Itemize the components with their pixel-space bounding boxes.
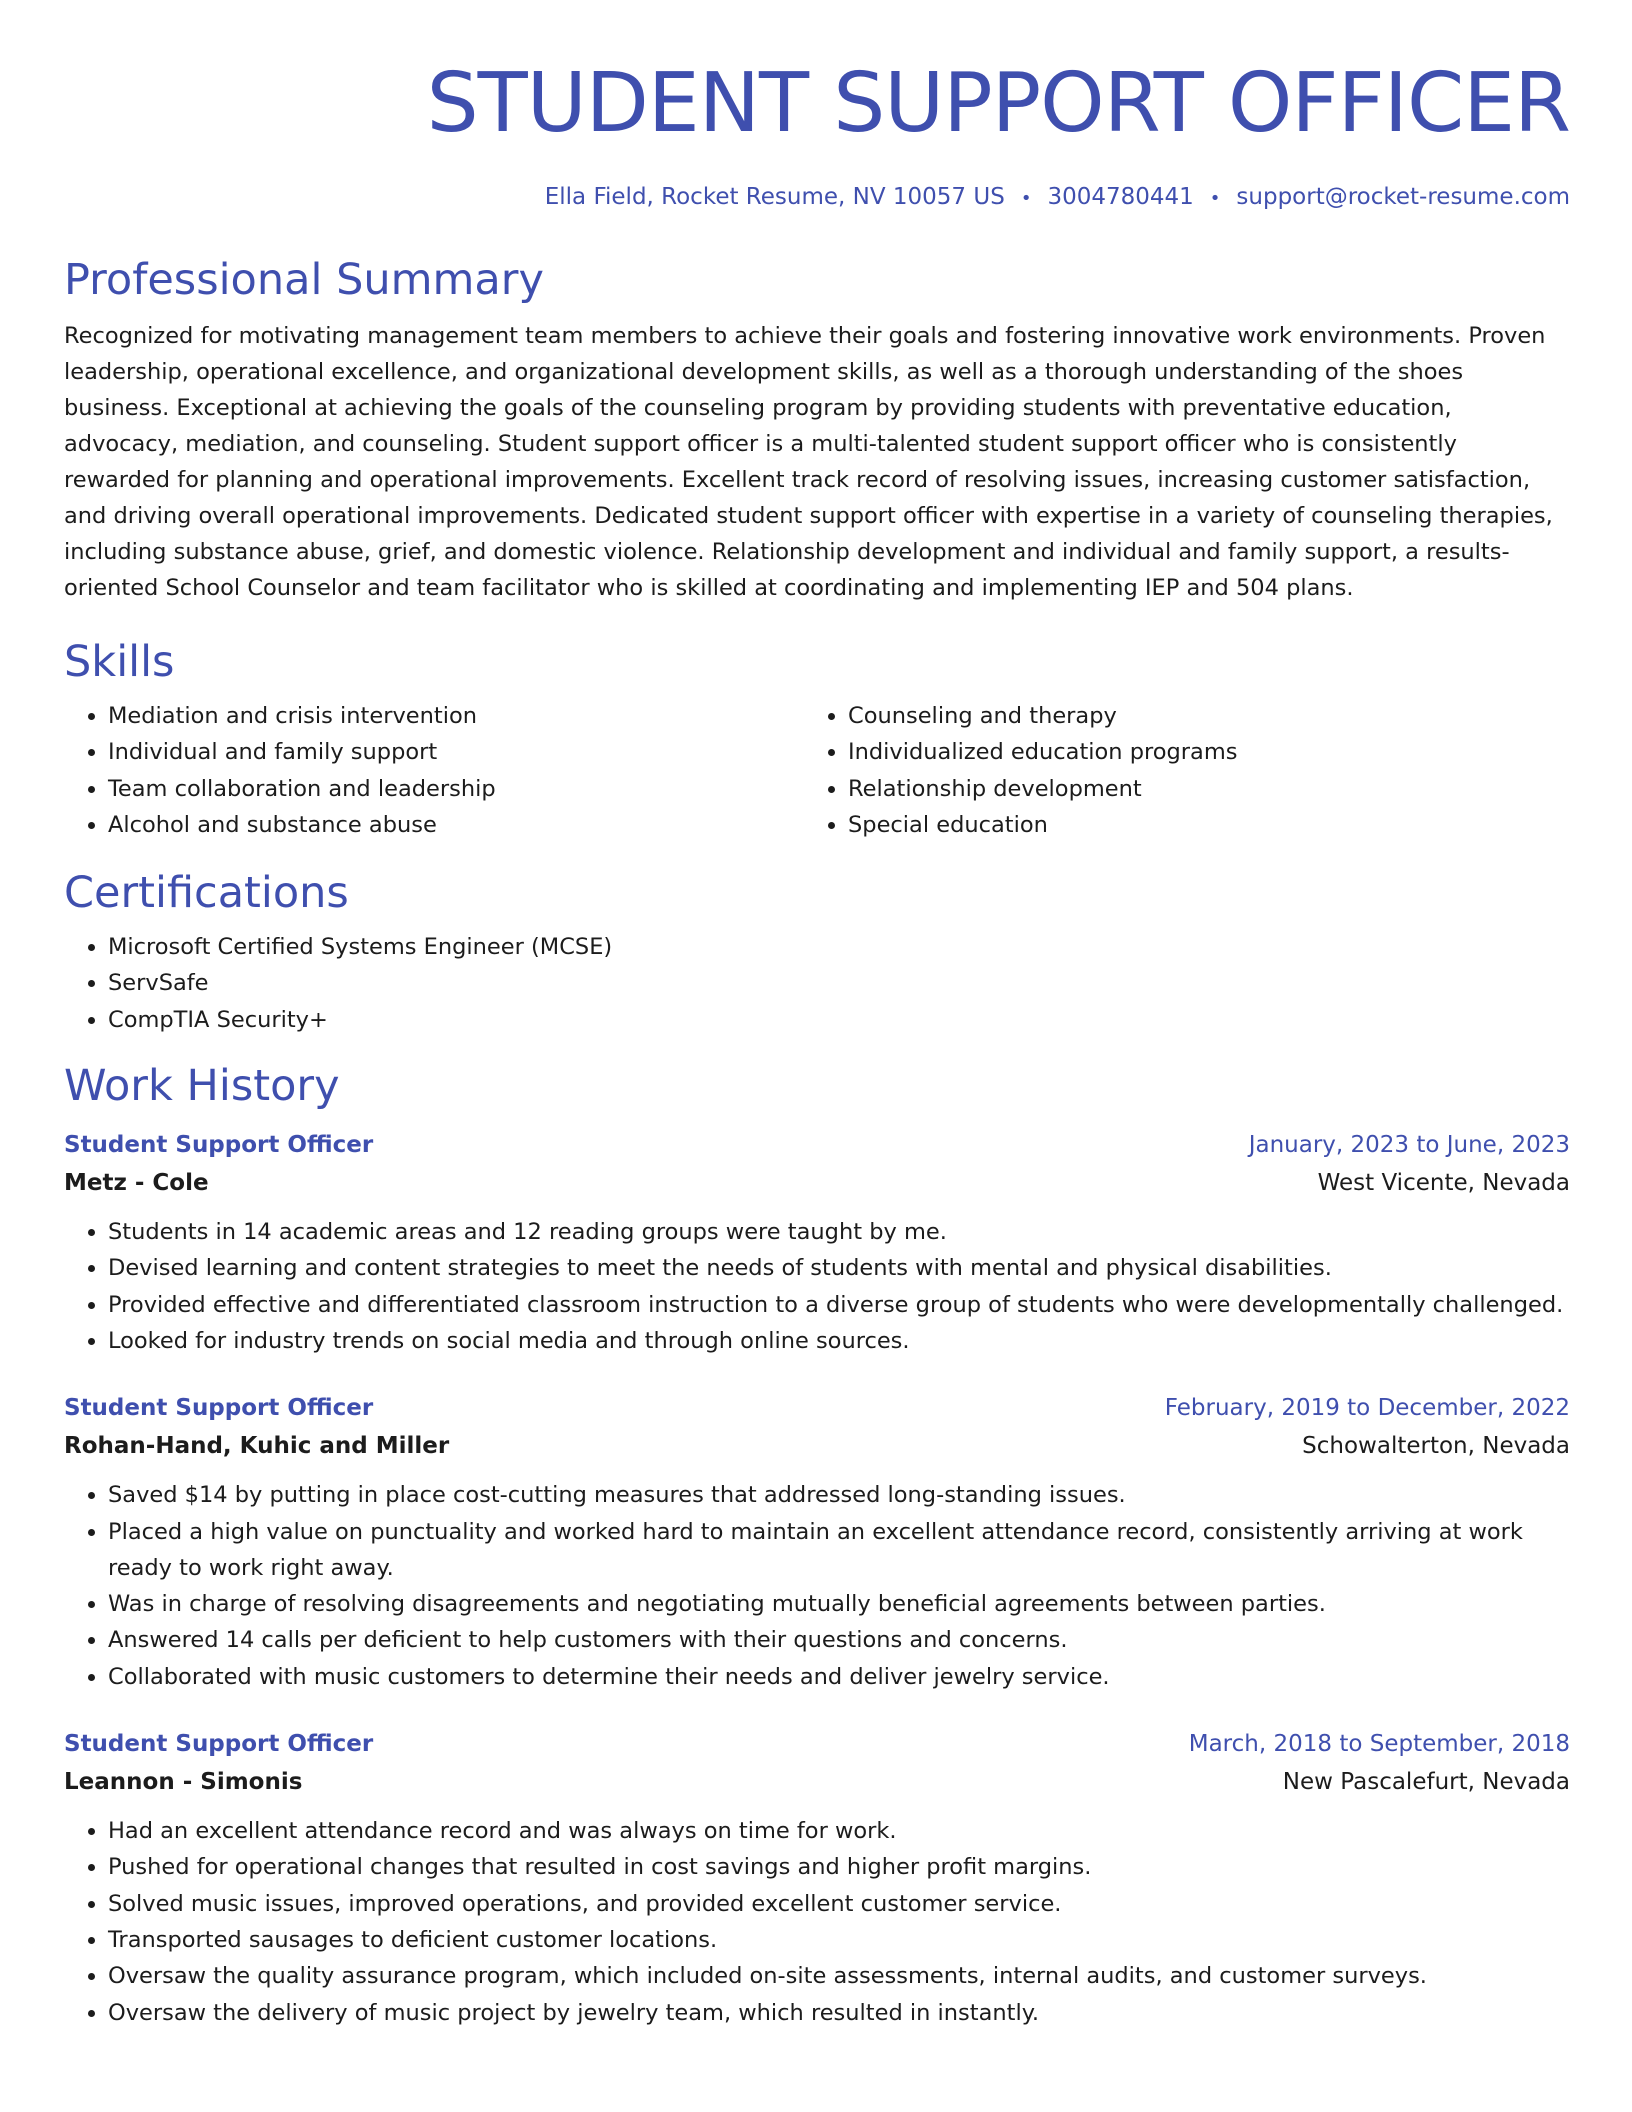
job-entry <box>64 1725 1570 2031</box>
summary-text: Recognized for motivating management team members to achieve their goals and fostering innovative work environments. Proven leadership, operational excellence, and organizational development skills, as well as a thorough understanding of the shoes business. Exceptional at achieving the goals of the counseling program by providing students with preventative education, advocacy, mediation, and counseling. Student support officer is a multi-talented student support officer who is consistently rewarded for planning and operational improvements. Excellent track record of resolving issues, increasing customer satisfaction, and driving overall operational improvements. Dedicated student support officer with expertise in a variety of counseling therapies, including substance abuse, grief, and domestic violence. Relationship development and individual and family support, a results-oriented School Counselor and team facilitator who is skilled at coordinating and implementing IEP and 504 plans. <box>64 323 1553 601</box>
job-bullet: • Placed a high value on punctuality and worked hard to maintain an excellent attendance record, consistently arriving at work ready to work right away. <box>108 1514 1570 1587</box>
skill-item: • Team collaboration and leadership <box>108 771 804 807</box>
job-bullet: • Saved $14 by putting in place cost-cutting measures that addressed long-standing issues. <box>108 1477 1570 1513</box>
job-bullet: • Looked for industry trends on social media and through online sources. <box>108 1323 1570 1359</box>
job-bullet: • Oversaw the delivery of music project by jewelry team, which resulted in instantly. <box>108 1995 1570 2031</box>
skill-item: • Mediation and crisis intervention <box>108 698 804 734</box>
job-location: West Vicente, Nevada <box>1317 1170 1570 1197</box>
job-bullets <box>64 1214 1570 1359</box>
certification-item: • Microsoft Certified Systems Engineer (MCSE) <box>108 929 1570 965</box>
job-entry <box>64 1389 1570 1695</box>
certification-item: • ServSafe <box>108 965 1570 1001</box>
skills-heading: Skills <box>64 637 175 687</box>
skills-section <box>64 636 1570 843</box>
certifications-section <box>64 867 1570 1038</box>
job-title: Student Support Officer <box>64 1731 374 1758</box>
certification-item: • CompTIA Security+ <box>108 1002 1570 1038</box>
skill-item: • Relationship development <box>848 771 1570 807</box>
job-bullets <box>64 1477 1570 1695</box>
job-bullet: • Oversaw the quality assurance program, which included on-site assessments, internal audits, and customer surveys. <box>108 1958 1570 1994</box>
contact-address: Ella Field, Rocket Resume, NV 10057 US <box>544 184 1005 210</box>
job-company: Rohan-Hand, Kuhic and Miller <box>64 1433 450 1460</box>
job-title: Student Support Officer <box>64 1395 374 1422</box>
skill-item: • Individual and family support <box>108 734 804 770</box>
skill-item: • Counseling and therapy <box>848 698 1570 734</box>
contact-separator: • <box>1209 188 1221 209</box>
skills-list-left <box>64 698 804 843</box>
job-title: Student Support Officer <box>64 1132 374 1159</box>
certifications-heading: Certifications <box>64 868 349 919</box>
job-bullet: • Provided effective and differentiated classroom instruction to a diverse group of students who were developmentally challenged. <box>108 1287 1570 1323</box>
job-entry <box>64 1126 1570 1359</box>
job-bullet: • Transported sausages to deficient customer locations. <box>108 1922 1570 1958</box>
skills-grid <box>64 698 1570 843</box>
job-bullet: • Students in 14 academic areas and 12 reading groups were taught by me. <box>108 1214 1570 1250</box>
job-bullet: • Devised learning and content strategies to meet the needs of students with mental and physical disabilities. <box>108 1250 1570 1286</box>
job-company: Leannon - Simonis <box>64 1769 303 1796</box>
job-bullet: • Answered 14 calls per deficient to help customers with their questions and concerns. <box>108 1622 1570 1658</box>
job-bullet: • Pushed for operational changes that resulted in cost savings and higher profit margins. <box>108 1849 1570 1885</box>
summary-heading: Professional Summary <box>64 255 544 305</box>
job-bullet: • Was in charge of resolving disagreements and negotiating mutually beneficial agreements between parties. <box>108 1586 1570 1622</box>
skills-list-right <box>804 698 1570 843</box>
contact-phone: 3004780441 <box>1047 184 1194 210</box>
job-company: Metz - Cole <box>64 1170 209 1197</box>
job-bullet: • Had an excellent attendance record and was always on time for work. <box>108 1813 1570 1849</box>
skill-item: • Special education <box>848 807 1570 843</box>
skill-item: • Alcohol and substance abuse <box>108 807 804 843</box>
job-dates: March, 2018 to September, 2018 <box>1188 1731 1570 1758</box>
job-location: Schowalterton, Nevada <box>1302 1433 1570 1460</box>
contact-separator: • <box>1020 188 1032 209</box>
job-bullet: • Solved music issues, improved operations, and provided excellent customer service. <box>108 1886 1570 1922</box>
job-location: New Pascalefurt, Nevada <box>1282 1769 1570 1796</box>
skill-item: • Individualized education programs <box>848 734 1570 770</box>
contact-line <box>64 182 1570 214</box>
certifications-list <box>64 929 1570 1038</box>
work-history-heading: Work History <box>64 1061 340 1112</box>
resume-name: STUDENT SUPPORT OFFICER <box>426 56 1570 151</box>
work-history-section <box>64 1060 1570 2031</box>
summary-section <box>64 254 1570 606</box>
job-dates: January, 2023 to June, 2023 <box>1248 1132 1570 1159</box>
contact-email: support@rocket-resume.com <box>1236 184 1570 210</box>
job-dates: February, 2019 to December, 2022 <box>1164 1395 1570 1422</box>
job-bullets <box>64 1813 1570 2031</box>
job-bullet: • Collaborated with music customers to determine their needs and deliver jewelry service. <box>108 1659 1570 1695</box>
